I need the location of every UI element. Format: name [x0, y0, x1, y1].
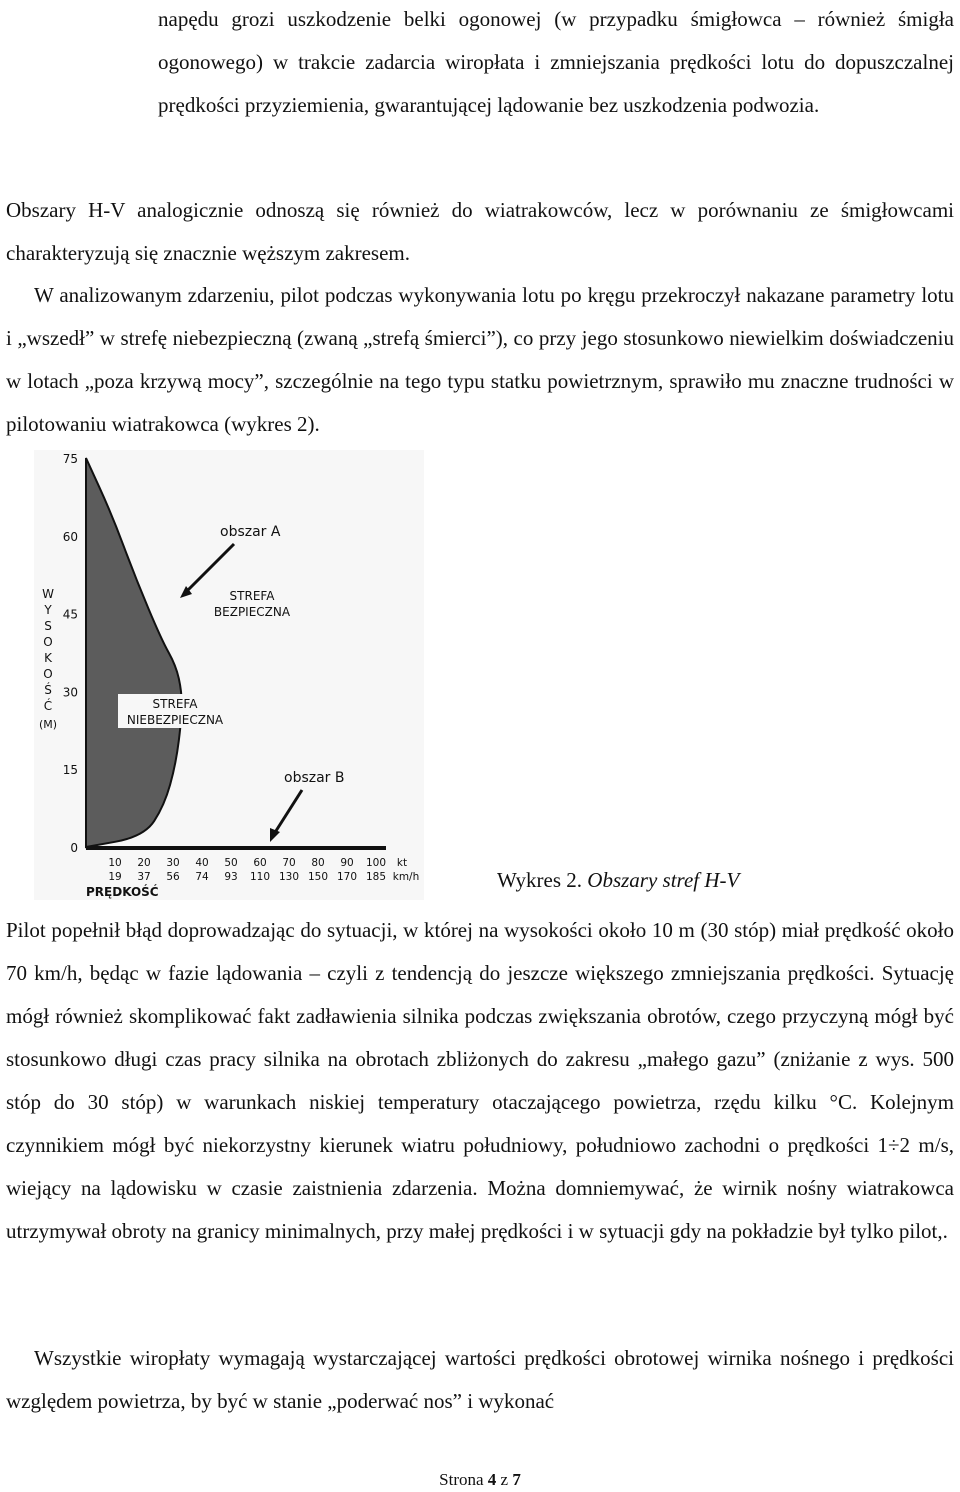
y-axis-letter: S — [44, 619, 52, 633]
y-axis-letter: Y — [44, 603, 52, 617]
speed-axis-label: PRĘDKOŚĆ — [86, 885, 159, 899]
danger-zone-label-1: STREFA — [152, 697, 198, 711]
area-b-label: obszar B — [284, 770, 345, 786]
x-tick-kt-30: 30 — [166, 857, 180, 869]
y-tick-label-75: 75 — [62, 452, 78, 466]
x-tick-kt-50: 50 — [224, 857, 238, 869]
x-tick-kmh-19: 19 — [108, 871, 122, 883]
footer-separator: z — [500, 1470, 509, 1489]
x-tick-kt-90: 90 — [340, 857, 354, 869]
y-tick-label-0: 0 — [70, 841, 78, 855]
hv-chart-svg — [34, 450, 424, 900]
safe-zone-label-1: STREFA — [229, 589, 275, 603]
x-tick-kt-20: 20 — [137, 857, 151, 869]
figure-caption — [497, 863, 739, 897]
caption-prefix: Wykres 2. — [497, 868, 583, 892]
y-axis-letter: K — [44, 651, 52, 665]
x-tick-kt-100: 100 — [365, 857, 387, 869]
x-tick-kmh-110: 110 — [249, 871, 271, 883]
footer-label: Strona — [439, 1470, 484, 1489]
x-tick-kt-70: 70 — [282, 857, 296, 869]
caption-title: Obszary stref H-V — [587, 868, 740, 892]
x-tick-kt-10: 10 — [108, 857, 122, 869]
x-tick-kt-40: 40 — [195, 857, 209, 869]
x-tick-kmh-185: 185 — [365, 871, 387, 883]
y-axis-unit: (M) — [38, 718, 58, 731]
x-tick-kmh-170: 170 — [336, 871, 358, 883]
footer-page-total: 7 — [512, 1470, 521, 1489]
x-tick-kmh-37: 37 — [137, 871, 151, 883]
y-axis-letter: O — [43, 667, 53, 681]
x-tick-kmh-56: 56 — [166, 871, 180, 883]
y-tick-label-60: 60 — [62, 529, 78, 544]
y-tick-label-30: 30 — [62, 685, 78, 700]
y-axis-letter: Ć — [43, 699, 53, 713]
x-unit-kmh: km/h — [392, 871, 420, 883]
y-axis-letter: O — [43, 635, 53, 649]
paragraph-pilot-error: Pilot popełnił błąd doprowadzając do sytuacji, w której na wysokości około 10 m (30 stóp) miał prędkość około 70 km/h, będąc w fazie lądowania – czyli z tendencją do jeszcze większego zmniejszania prędkości. Sytuację mógł również skomplikować fakt zadławienia silnika podczas zwiększania obrotów, czego przyczyną mógł być stosunkowo długi czas pracy silnika na obrotach zbliżonych do zakresu „małego gazu” (zniżanie z wys. 500 stóp do 30 stóp) w warunkach niskiej temperatury otaczającego powietrza, rzędu kilku °C. Kolejnym czynnikiem mógł być niekorzystny kierunek wiatru południowy, południowo zachodni o prędkości 1÷2 m/s, wiejący na lądowisku w czasie zaistnienia zdarzenia. Można domniemywać, że wirnik nośny wiatrakowca utrzymywał obroty na granicy minimalnych, przy małej prędkości i w sytuacji gdy na pokładzie był tylko pilot,. — [6, 918, 954, 1243]
paragraph-continuation: napędu grozi uszkodzenie belki ogonowej (w przypadku śmigłowca – również śmigła ogonowego) w trakcie zadarcia wiropłata i zmniejszania prędkości lotu do dopuszczalnej prędkości przyziemienia, gwarantującej lądowanie bez uszkodzenia podwozia. — [158, 7, 954, 117]
x-tick-kmh-150: 150 — [307, 871, 329, 883]
x-tick-kt-60: 60 — [253, 857, 267, 869]
x-tick-kt-80: 80 — [311, 857, 325, 869]
y-axis-letter: Ś — [44, 683, 52, 697]
paragraph-rotorcraft-requirements: Wszystkie wiropłaty wymagają wystarczającej wartości prędkości obrotowej wirnika nośnego i prędkości względem powietrza, by być w stanie „poderwać nos” i wykonać — [6, 1346, 954, 1413]
footer-page-number: 4 — [487, 1470, 497, 1489]
safe-zone-label-2: BEZPIECZNA — [213, 605, 291, 619]
x-tick-kmh-93: 93 — [224, 871, 238, 883]
danger-zone-label-2: NIEBEZPIECZNA — [126, 713, 224, 727]
speed-axis-bar — [86, 846, 386, 850]
page-footer — [0, 1470, 960, 1490]
hv-diagram — [34, 450, 424, 900]
area-a-label: obszar A — [220, 524, 281, 540]
y-tick-label-45: 45 — [62, 607, 78, 622]
x-tick-kmh-130: 130 — [278, 871, 300, 883]
y-tick-label-15: 15 — [62, 763, 78, 778]
x-tick-kmh-74: 74 — [195, 871, 209, 883]
x-unit-kt: kt — [396, 857, 408, 869]
y-axis-letter: W — [42, 587, 54, 601]
paragraph-hv-gyroplanes: Obszary H-V analogicznie odnoszą się również do wiatrakowców, lecz w porównaniu ze śmigłowcami charakteryzują się znacznie węższym zakresem. — [6, 198, 954, 265]
paragraph-analysis: W analizowanym zdarzeniu, pilot podczas wykonywania lotu po kręgu przekroczył nakazane parametry lotu i „wszedł” w strefę niebezpieczną (zwaną „strefą śmierci”), co przy jego stosunkowo niewielkim doświadczeniu w lotach „poza krzywą mocy”, szczególnie na tego typu statku powietrznym, sprawiło mu znaczne trudności w pilotowaniu wiatrakowca (wykres 2). — [6, 283, 954, 436]
